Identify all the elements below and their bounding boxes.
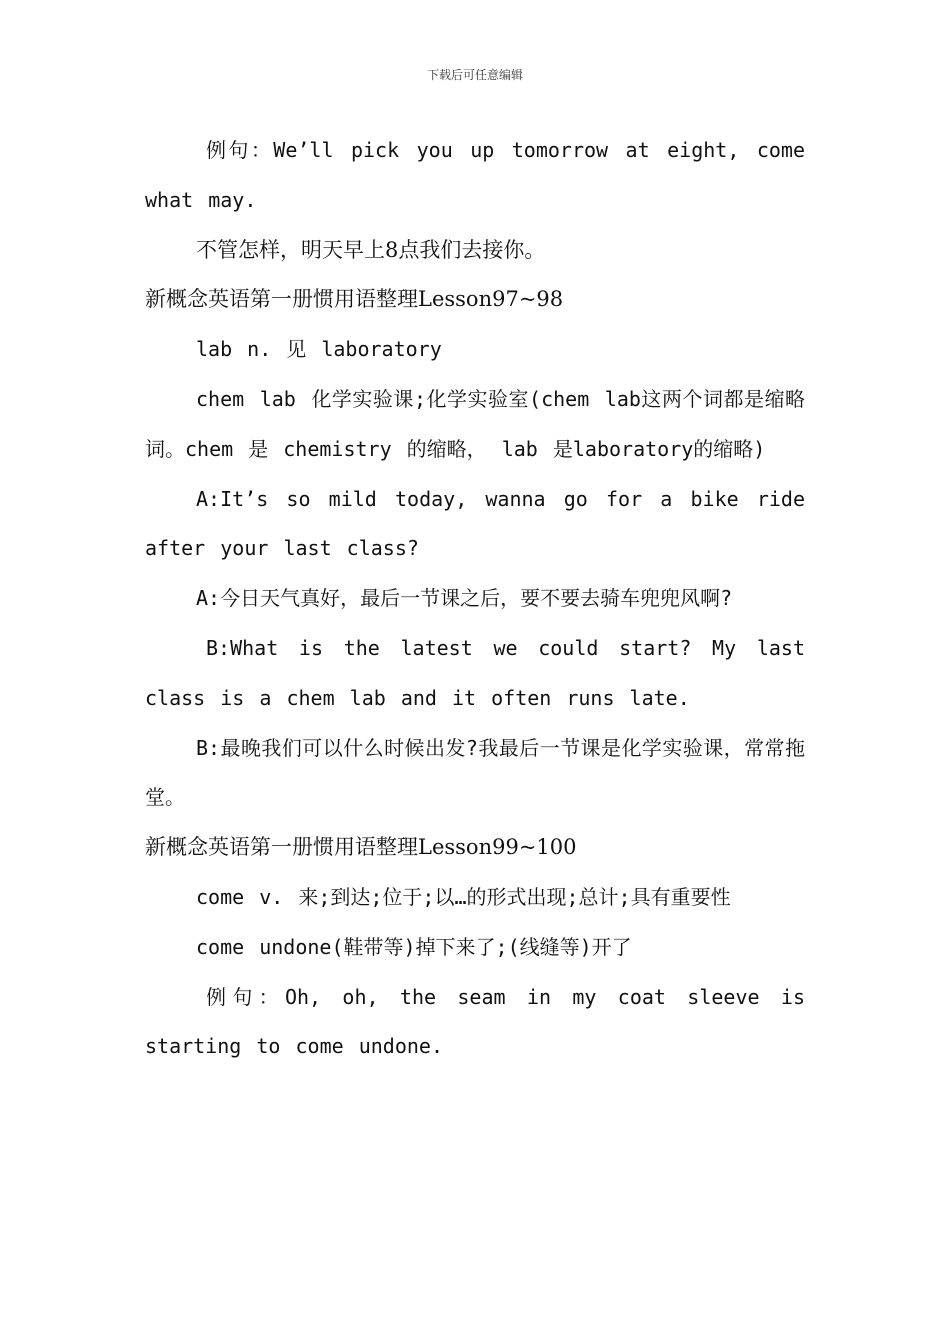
example-sentence: 例句：Oh, oh, the seam in my coat sleeve is starting to come undone. — [145, 984, 805, 1059]
vocab-entry: chem lab 化学实验课;化学实验室(chem lab这两个词都是缩略词。chem 是 chemistry 的缩略， lab 是laboratory的缩略) — [145, 386, 805, 461]
dialogue-translation: A:今日天气真好，最后一节课之后，要不要去骑车兜兜风啊? — [196, 586, 733, 611]
document-body — [145, 126, 805, 1072]
vocab-entry: lab n. 见 laboratory — [196, 337, 442, 362]
page-header: 下载后可任意编辑 — [426, 68, 523, 82]
translation: 不管怎样，明天早上8点我们去接你。 — [196, 237, 546, 262]
example-sentence: 例句：We’ll pick you up tomorrow at eight, come what may. — [145, 138, 805, 212]
dialogue-translation: B:最晚我们可以什么时候出发?我最后一节课是化学实验课，常常拖堂。 — [145, 735, 805, 810]
vocab-entry: come v. 来;到达;位于;以…的形式出现;总计;具有重要性 — [196, 884, 731, 909]
dialogue-line: B:What is the latest we could start? My last class is a chem lab and it often runs late. — [145, 635, 805, 710]
dialogue-line: A:It’s so mild today, wanna go for a bike ride after your last class? — [145, 486, 805, 561]
section-heading: 新概念英语第一册惯用语整理Lesson99~100 — [145, 835, 577, 860]
section-heading: 新概念英语第一册惯用语整理Lesson97~98 — [145, 287, 564, 312]
vocab-entry: come undone(鞋带等)掉下来了;(线缝等)开了 — [196, 934, 632, 959]
